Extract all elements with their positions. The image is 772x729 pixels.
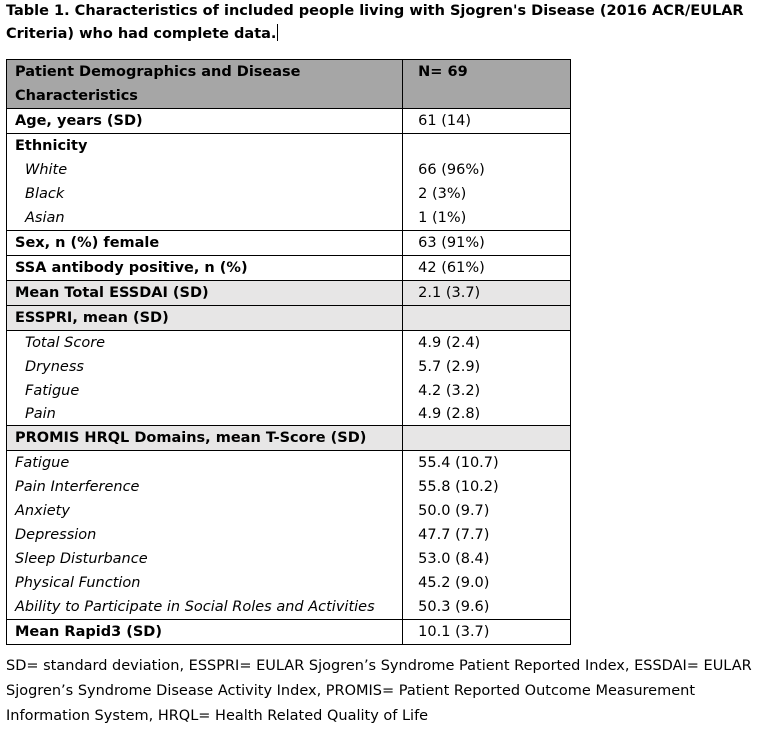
row-value-promis-fatigue: 55.4 (10.7) (418, 455, 499, 471)
row-label-essdai: Mean Total ESSDAI (SD) (7, 281, 403, 306)
row-label-age: Age, years (SD) (7, 109, 403, 134)
row-value-black: 2 (3%) (418, 186, 467, 202)
row-label-promis: PROMIS HRQL Domains, mean T-Score (SD) (7, 426, 403, 451)
table-row (7, 281, 571, 306)
row-value-essdai: 2.1 (3.7) (403, 281, 571, 306)
row-label-promis-sleep: Sleep Disturbance (15, 551, 148, 567)
table-row (7, 256, 571, 281)
empty-cell (403, 306, 571, 331)
row-value-promis-depression: 47.7 (7.7) (418, 527, 490, 543)
esspri-labels (7, 331, 403, 426)
row-value-esspri-dryness: 5.7 (2.9) (418, 359, 481, 375)
row-label-esspri-total: Total Score (25, 335, 106, 351)
row-label-esspri-dryness: Dryness (25, 359, 84, 375)
row-value-ssa: 42 (61%) (403, 256, 571, 281)
row-label-esspri: ESSPRI, mean (SD) (7, 306, 403, 331)
table-row (7, 451, 571, 620)
promis-labels (7, 451, 403, 620)
row-label-asian: Asian (25, 210, 65, 226)
row-value-sex: 63 (91%) (403, 231, 571, 256)
row-value-rapid3: 10.1 (3.7) (403, 620, 571, 645)
row-label-promis-depression: Depression (15, 527, 97, 543)
promis-values (403, 451, 571, 620)
row-value-promis-pain: 55.8 (10.2) (418, 479, 499, 495)
section-row-promis (7, 426, 571, 451)
section-row-esspri (7, 306, 571, 331)
row-label-white: White (25, 162, 68, 178)
table-header-row (7, 60, 571, 109)
row-label-sex: Sex, n (%) female (7, 231, 403, 256)
table-row (7, 231, 571, 256)
row-label-esspri-fatigue: Fatigue (25, 383, 80, 399)
ethnicity-values (403, 134, 571, 231)
row-value-esspri-fatigue: 4.2 (3.2) (418, 383, 481, 399)
row-value-esspri-total: 4.9 (2.4) (418, 335, 481, 351)
row-label-promis-physical: Physical Function (15, 575, 141, 591)
row-value-promis-sleep: 53.0 (8.4) (418, 551, 490, 567)
table-title-text: Table 1. Characteristics of included people living with Sjogren's Disease (2016 ACR/EULAR Criteria) who had complete data. (6, 3, 744, 42)
text-cursor (277, 24, 278, 41)
spacer (418, 134, 562, 158)
row-label-esspri-pain: Pain (25, 406, 56, 422)
row-value-asian: 1 (1%) (418, 210, 467, 226)
characteristics-table (6, 59, 571, 645)
footnote: SD= standard deviation, ESSPRI= EULAR Sjogren’s Syndrome Patient Reported Index, ESSDAI= EULAR Sjogren’s Syndrome Disease Activity Index, PROMIS= Patient Reported Outcome Measurement Information System, HRQL= Health Related Quality of Life (6, 658, 752, 724)
esspri-values (403, 331, 571, 426)
header-col1: Patient Demographics and Disease Characteristics (7, 60, 403, 109)
row-label-promis-anxiety: Anxiety (15, 503, 70, 519)
row-value-promis-physical: 45.2 (9.0) (418, 575, 490, 591)
table-title (6, 0, 766, 46)
row-value-promis-anxiety: 50.0 (9.7) (418, 503, 490, 519)
header-col2: N= 69 (403, 60, 571, 109)
row-label-promis-pain: Pain Interference (15, 479, 140, 495)
row-value-esspri-pain: 4.9 (2.8) (418, 406, 481, 422)
table-row (7, 109, 571, 134)
row-label-promis-social: Ability to Participate in Social Roles and Activities (15, 599, 375, 615)
table-row (7, 331, 571, 426)
table-row (7, 134, 571, 231)
row-label-ssa: SSA antibody positive, n (%) (7, 256, 403, 281)
row-label-rapid3: Mean Rapid3 (SD) (7, 620, 403, 645)
ethnicity-labels (7, 134, 403, 231)
row-value-age: 61 (14) (403, 109, 571, 134)
row-value-promis-social: 50.3 (9.6) (418, 599, 490, 615)
empty-cell (403, 426, 571, 451)
row-label-ethnicity: Ethnicity (15, 138, 88, 154)
row-label-promis-fatigue: Fatigue (15, 455, 70, 471)
row-value-white: 66 (96%) (418, 162, 485, 178)
row-label-black: Black (25, 186, 65, 202)
table-row (7, 620, 571, 645)
